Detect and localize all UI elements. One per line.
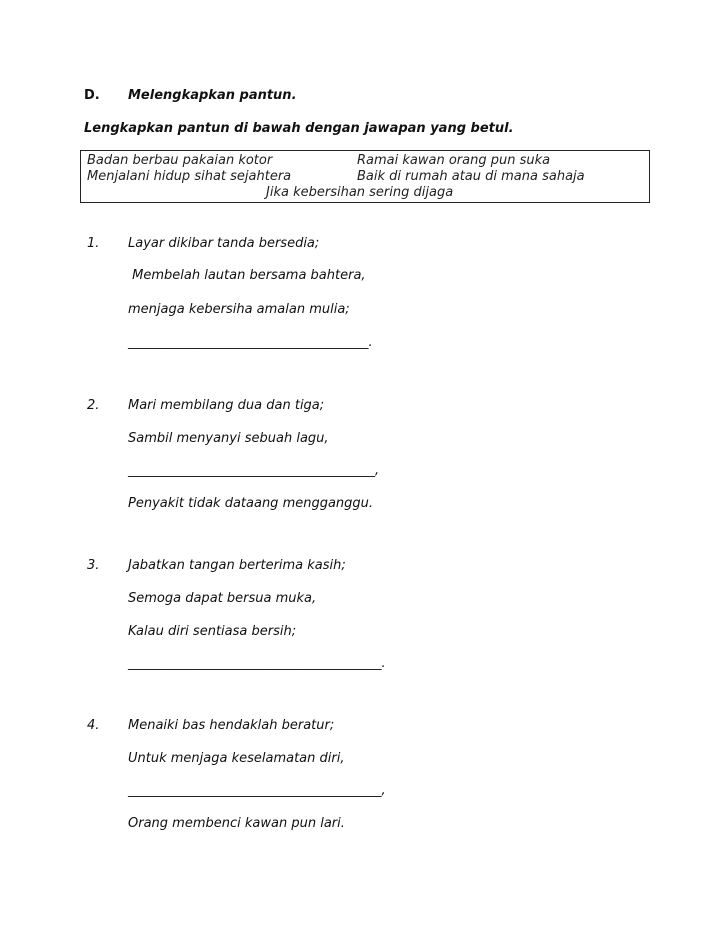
pantun-line: Penyakit tidak dataang mengganggu. <box>128 496 374 511</box>
pantun-line: Sambil menyanyi sebuah lagu, <box>128 431 329 446</box>
pantun-line: Mari membilang dua dan tiga; <box>128 398 325 413</box>
pantun-line: Layar dikibar tanda bersedia; <box>128 236 320 251</box>
question-number: 4. <box>87 718 100 733</box>
answer-option: Baik di rumah atau di mana sahaja <box>357 169 585 184</box>
pantun-line: Kalau diri sentiasa bersih; <box>128 624 297 639</box>
pantun-line: Membelah lautan bersama bahtera, <box>128 268 366 283</box>
answer-option: Jika kebersihan sering dijaga <box>266 185 454 200</box>
answer-option: Badan berbau pakaian kotor <box>87 153 273 168</box>
section-letter: D. <box>84 88 100 103</box>
answer-box <box>80 150 650 203</box>
instruction-text: Lengkapkan pantun di bawah dengan jawapan yang betul. <box>84 121 514 136</box>
section-title: Melengkapkan pantun. <box>128 88 297 103</box>
section-heading <box>84 88 297 103</box>
pantun-line: Untuk menjaga keselamatan diri, <box>128 751 345 766</box>
answer-blank[interactable]: _______________________________________. <box>128 656 386 671</box>
pantun-line: Orang membenci kawan pun lari. <box>128 816 345 831</box>
answer-blank[interactable]: _____________________________________. <box>128 335 373 350</box>
answer-blank[interactable]: ______________________________________, <box>128 463 380 478</box>
pantun-line: menjaga kebersiha amalan mulia; <box>128 302 350 317</box>
pantun-line: Menaiki bas hendaklah beratur; <box>128 718 335 733</box>
question-number: 2. <box>87 398 100 413</box>
question-number: 3. <box>87 558 100 573</box>
pantun-line: Jabatkan tangan berterima kasih; <box>128 558 346 573</box>
answer-option: Menjalani hidup sihat sejahtera <box>87 169 292 184</box>
question-number: 1. <box>87 236 100 251</box>
pantun-line: Semoga dapat bersua muka, <box>128 591 317 606</box>
answer-option: Ramai kawan orang pun suka <box>357 153 551 168</box>
answer-blank[interactable]: _______________________________________, <box>128 783 386 798</box>
